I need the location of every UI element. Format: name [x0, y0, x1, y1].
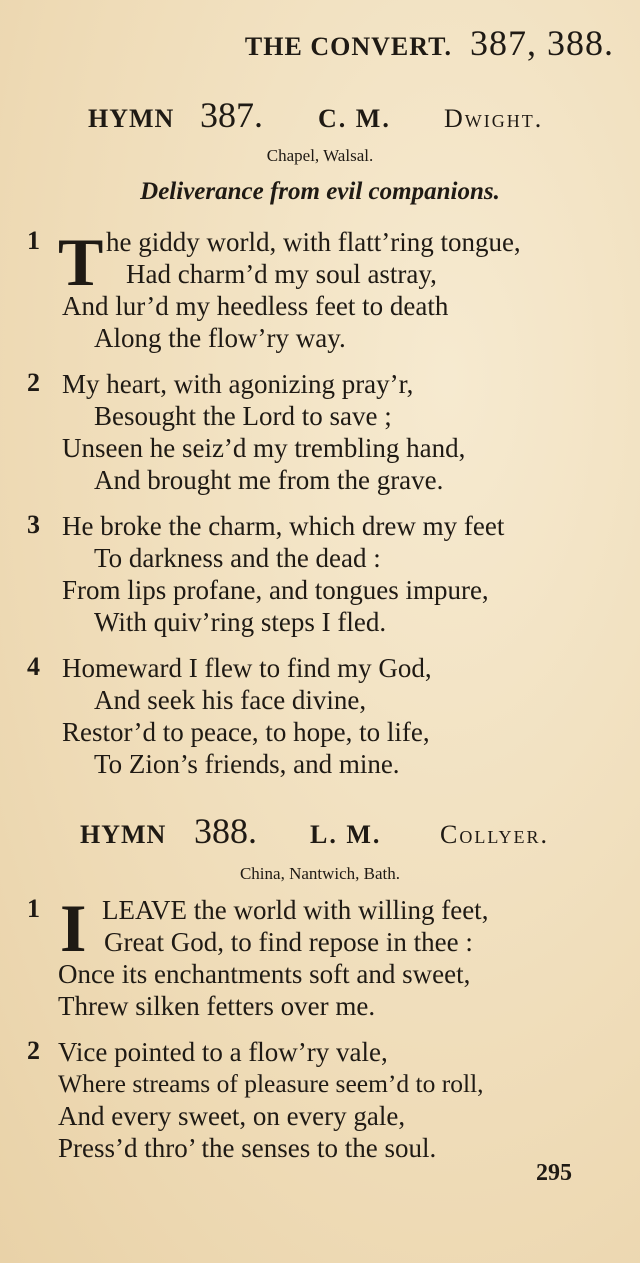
hymn-number: 388.: [194, 811, 257, 851]
hymn-meter: C. M.: [318, 104, 391, 133]
hymn-author: Collyer.: [440, 820, 550, 849]
verse-line: Vice pointed to a flow’ry vale,: [58, 1037, 388, 1067]
hymn-388-tunes: China, Nantwich, Bath.: [239, 864, 401, 883]
verse-line: To darkness and the dead :: [94, 543, 381, 573]
hymn-387-tunes: Chapel, Walsal.: [266, 146, 374, 165]
drop-cap: I: [60, 890, 87, 966]
verse-line: Had charm’d my soul astray,: [126, 259, 437, 289]
hymn-label: HYMN: [88, 104, 175, 133]
verse-number: 1: [27, 226, 40, 255]
verse-line: Restor’d to peace, to hope, to life,: [62, 717, 430, 747]
verse-number: 2: [27, 368, 40, 397]
verse-line: Homeward I flew to find my God,: [62, 653, 432, 683]
verse-line: And seek his face divine,: [94, 685, 367, 715]
verse-line: Unseen he seiz’d my trembling hand,: [62, 433, 466, 463]
hymn-meter: L. M.: [310, 820, 382, 849]
hymn-author: Dwight.: [444, 104, 544, 133]
verse-line: My heart, with agonizing pray’r,: [62, 369, 414, 399]
verse-line: To Zion’s friends, and mine.: [94, 749, 400, 779]
verse-number: 1: [27, 894, 40, 923]
verse-line: Press’d thro’ the senses to the soul.: [58, 1133, 437, 1163]
page-number: 295: [536, 1160, 572, 1186]
verse-line: Where streams of pleasure seem’d to roll,: [58, 1069, 484, 1098]
verse-line: From lips profane, and tongues impure,: [62, 575, 489, 605]
hymn-number: 387.: [200, 95, 263, 135]
verse-number: 3: [27, 510, 40, 539]
verse-number: 2: [27, 1036, 40, 1065]
verse-line: he giddy world, with flatt’ring tongue,: [106, 227, 521, 257]
verse-line: Along the flow’ry way.: [94, 323, 346, 353]
verse-line: With quiv’ring steps I fled.: [94, 607, 387, 637]
running-head-numbers: 387, 388.: [470, 23, 614, 63]
running-head-title: THE CONVERT.: [244, 32, 452, 61]
verse-line: LEAVE the world with willing feet,: [102, 895, 489, 925]
verse-line: And every sweet, on every gale,: [58, 1101, 406, 1131]
verse-line: And lur’d my heedless feet to death: [62, 291, 449, 321]
verse-line: Besought the Lord to save ;: [94, 401, 392, 431]
drop-cap: T: [58, 224, 104, 300]
verse-line: Great God, to find repose in thee :: [104, 927, 473, 957]
verse-line: Once its enchantments soft and sweet,: [58, 959, 471, 989]
hymn-387-subtitle: Deliverance from evil companions.: [140, 178, 500, 205]
hymn-label: HYMN: [80, 820, 167, 849]
verse-line: And brought me from the grave.: [94, 465, 444, 495]
verse-line: Threw silken fetters over me.: [58, 991, 376, 1021]
running-head: [245, 22, 614, 64]
verse-number: 4: [27, 652, 40, 681]
verse-line: He broke the charm, which drew my feet: [62, 511, 505, 541]
